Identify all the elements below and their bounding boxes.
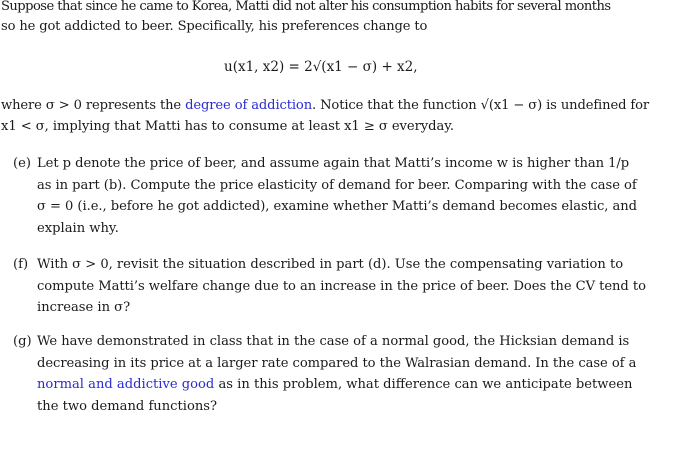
question-f-line: increase in σ? <box>37 300 131 315</box>
utility-equation <box>224 59 418 75</box>
question-g-line: decreasing in its price at a larger rate compared to the Walrasian demand. In the case of a <box>37 355 637 371</box>
question-e-line: explain why. <box>37 220 119 236</box>
definition-text-a: where σ > 0 represents the <box>1 98 186 113</box>
question-g-line <box>37 374 633 396</box>
question-g-line: the two demand functions? <box>37 398 218 414</box>
intro-line-1: Suppose that since he came to Korea, Matti did not alter his consumption habits for several months <box>1 0 611 14</box>
question-e-label: (e) <box>13 156 31 171</box>
intro-line-2: so he got addicted to beer. Specifically, his preferences change to <box>1 19 428 34</box>
definition-line-2: x1 < σ, implying that Matti has to consume at least x1 ≥ σ everyday. <box>1 119 454 134</box>
definition-text-b: . Notice that the function √(x1 − σ) is undefined for <box>312 98 650 113</box>
utility-equation-text: u(x1, x2) = 2√(x1 − σ) + x2, <box>224 59 418 75</box>
definition-line-1 <box>1 97 649 115</box>
question-g-text: as in this problem, what difference can we anticipate between <box>214 377 633 392</box>
question-f-label: (f) <box>13 257 29 272</box>
degree-of-addiction-link[interactable]: degree of addiction <box>185 98 313 113</box>
question-g-label: (g) <box>13 334 32 349</box>
normal-and-addictive-good-link[interactable]: normal and addictive good <box>37 377 215 392</box>
question-f-line: compute Matti’s welfare change due to an increase in the price of beer. Does the CV tend to <box>37 278 646 294</box>
question-e-line: Let p denote the price of beer, and assume again that Matti’s income w is higher than 1/p <box>37 156 630 171</box>
question-e-line: as in part (b). Compute the price elasticity of demand for beer. Comparing with the case of <box>37 177 637 193</box>
question-f-line: With σ > 0, revisit the situation described in part (d). Use the compensating variation to <box>37 257 624 272</box>
question-g-line: We have demonstrated in class that in the case of a normal good, the Hicksian demand is <box>37 334 630 349</box>
question-e-line: σ = 0 (i.e., before he got addicted), examine whether Matti’s demand becomes elastic, and <box>37 199 637 214</box>
